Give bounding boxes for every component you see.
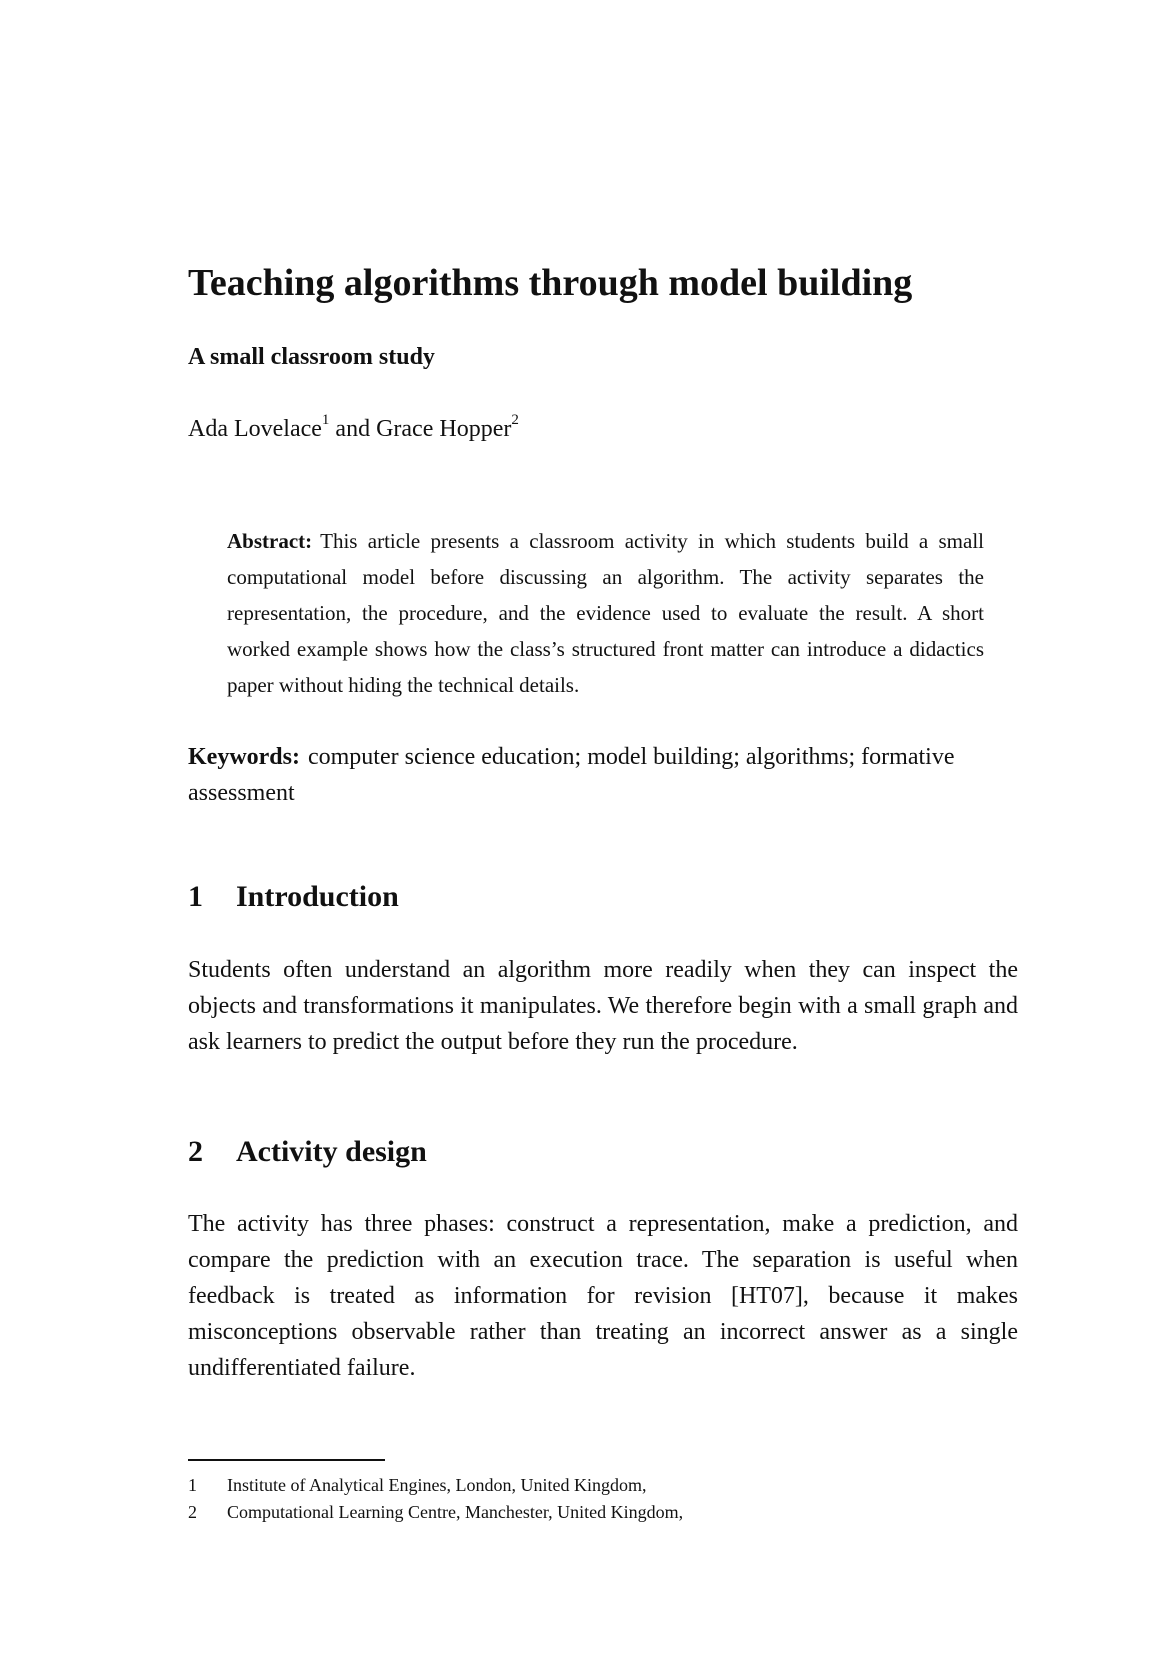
keywords-text: computer science education; model building; algorithms; formative assessment bbox=[188, 744, 955, 806]
abstract-text: This article presents a classroom activity in which students build a small computational model before discussing an algorithm. The activity separates the representation, the procedure, and the evidence used to evaluate the result. A short worked example shows how the class’s structured front matter can introduce a didactics paper without hiding the technical details. bbox=[227, 529, 984, 697]
keywords-label: Keywords: bbox=[188, 744, 300, 770]
author-separator: and bbox=[335, 416, 371, 442]
author-name: Grace Hopper bbox=[376, 416, 512, 442]
footnote-number: 1 bbox=[188, 1475, 197, 1495]
section-title: Introduction bbox=[236, 880, 399, 913]
section-body: The activity has three phases: construct a representation, make a prediction, and compare the prediction with an execution trace. The separation is useful when feedback is treated as information for revision [HT07], because it makes misconceptions observable rather than treating an incorrect answer as a single undifferentiated failure. bbox=[188, 1211, 1018, 1381]
footnote-list bbox=[188, 1472, 683, 1526]
section-title: Activity design bbox=[236, 1135, 427, 1168]
author-list bbox=[188, 414, 519, 444]
footnote-text: Institute of Analytical Engines, London, United Kingdom, bbox=[227, 1475, 647, 1495]
section-body: Students often understand an algorithm more readily when they can inspect the objects and transformations it manipulates. We therefore begin with a small graph and ask learners to predict the output before they run the procedure. bbox=[188, 957, 1018, 1055]
section-heading bbox=[188, 1133, 427, 1171]
footnote-rule bbox=[188, 1459, 385, 1461]
section-heading bbox=[188, 878, 399, 916]
keywords bbox=[188, 739, 1016, 811]
abstract bbox=[227, 523, 984, 703]
paper-subtitle: A small classroom study bbox=[188, 344, 435, 370]
section-number: 2 bbox=[188, 1135, 203, 1168]
abstract-label: Abstract: bbox=[227, 529, 313, 553]
section-number: 1 bbox=[188, 880, 203, 913]
author-name: Ada Lovelace bbox=[188, 416, 322, 442]
footnote-number: 2 bbox=[188, 1502, 197, 1522]
footnote bbox=[188, 1499, 683, 1526]
affiliation-mark: 1 bbox=[321, 412, 330, 428]
footnote-text: Computational Learning Centre, Manchester, United Kingdom, bbox=[227, 1502, 684, 1522]
footnote bbox=[188, 1472, 683, 1499]
paper-title: Teaching algorithms through model building bbox=[188, 262, 913, 304]
affiliation-mark: 2 bbox=[511, 412, 519, 428]
